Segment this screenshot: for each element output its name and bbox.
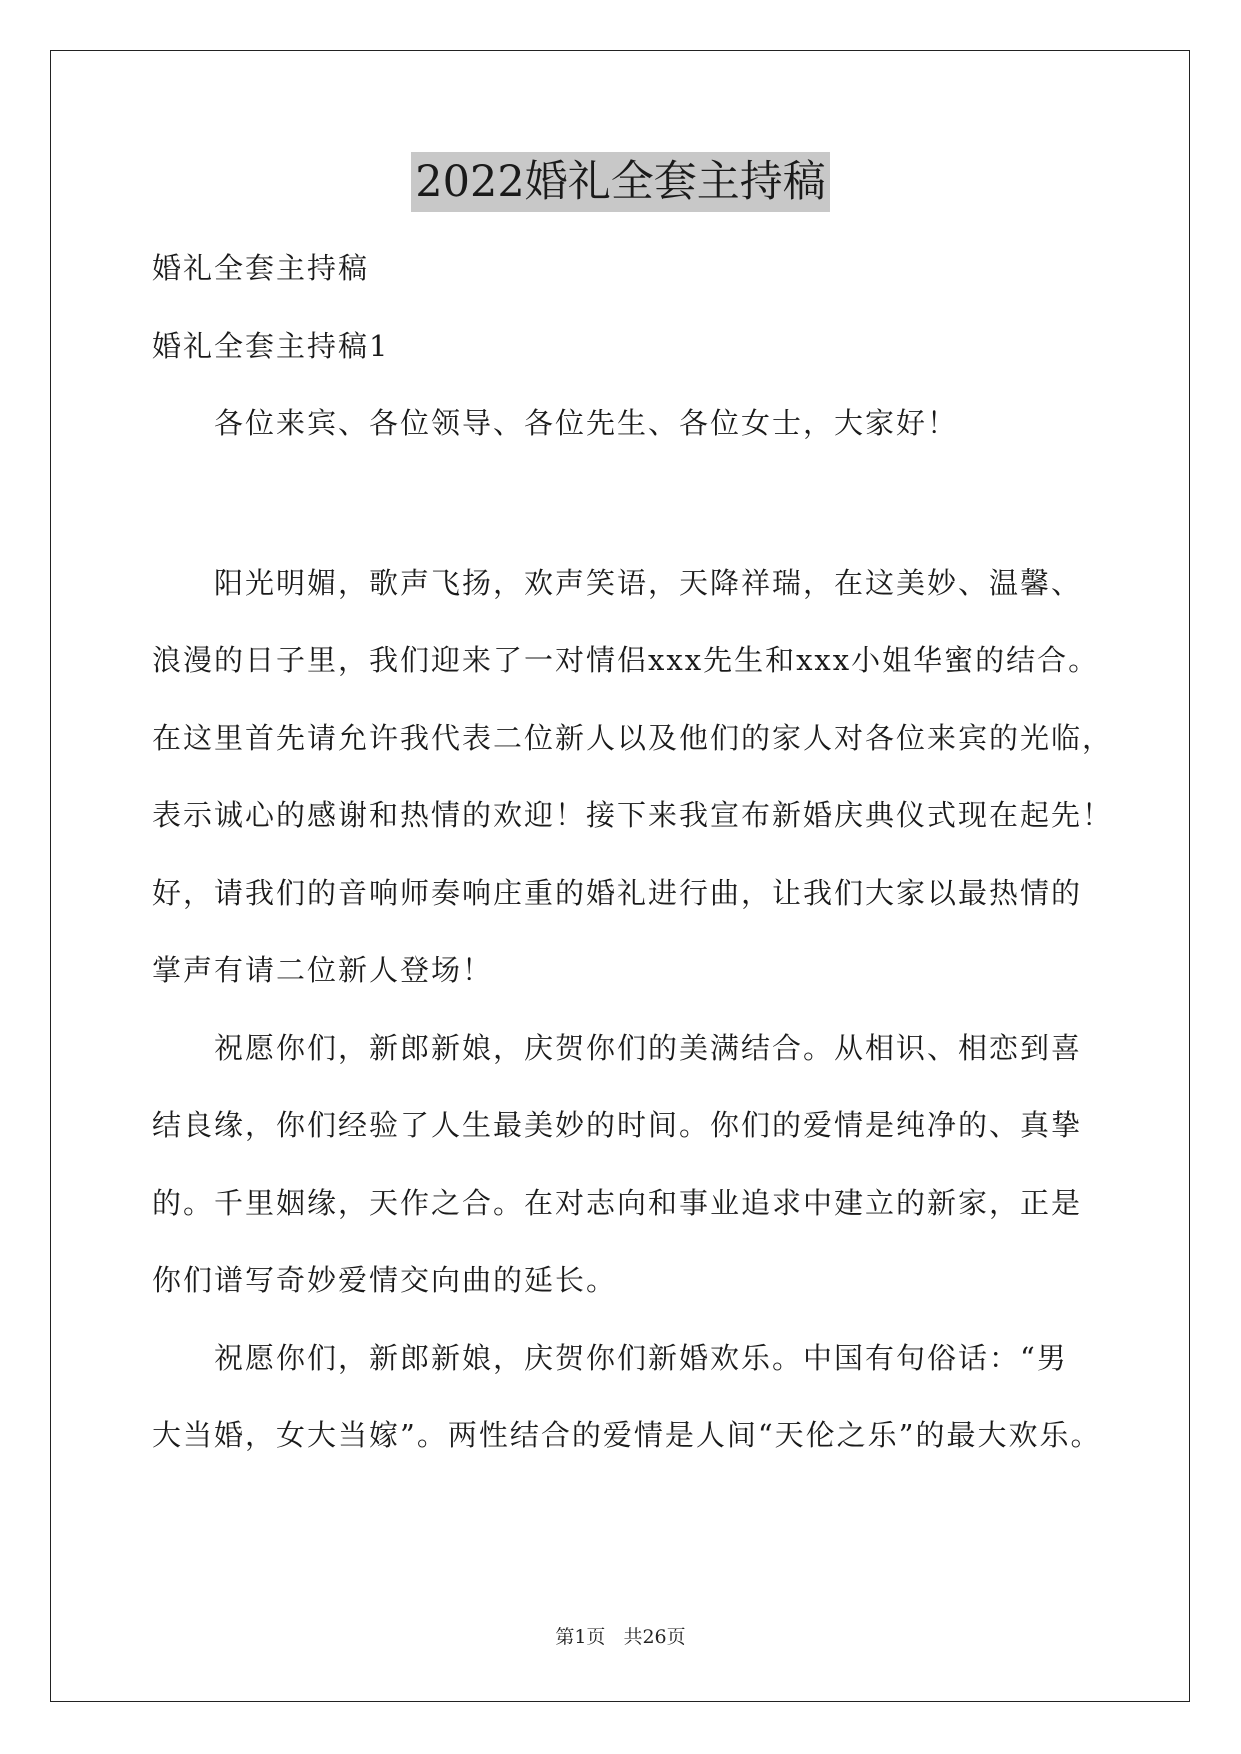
- body-line: 结良缘，你们经验了人生最美妙的时间。你们的爱情是纯净的、真挚: [152, 1108, 1083, 1142]
- page-footer: [0, 1622, 1241, 1649]
- body-line: 各位来宾、各位领导、各位先生、各位女士，大家好！: [214, 406, 959, 440]
- body-line: 掌声有请二位新人登场！: [152, 953, 494, 987]
- body-line: 你们谱写奇妙爱情交向曲的延长。: [152, 1263, 618, 1297]
- body-line: 婚礼全套主持稿: [152, 251, 370, 285]
- body-line: 好，请我们的音响师奏响庄重的婚礼进行曲，让我们大家以最热情的: [152, 875, 1083, 910]
- body-line: 祝愿你们，新郎新娘，庆贺你们的美满结合。从相识、相恋到喜: [214, 1030, 1083, 1065]
- page-total: 共26页: [623, 1626, 686, 1648]
- body-line: 婚礼全套主持稿1: [152, 328, 390, 363]
- body-line: 浪漫的日子里，我们迎来了一对情侣xxx先生和xxx小姐华蜜的结合。: [152, 643, 1100, 677]
- body-line: 阳光明媚，歌声飞扬，欢声笑语，天降祥瑞，在这美妙、温馨、: [214, 565, 1083, 600]
- title-container: [0, 152, 1241, 212]
- blank-line: [152, 463, 1097, 545]
- body-line: 的。千里姻缘，天作之合。在对志向和事业追求中建立的新家，正是: [152, 1185, 1083, 1220]
- document-title: 2022婚礼全套主持稿: [411, 152, 829, 212]
- body-line: 在这里首先请允许我代表二位新人以及他们的家人对各位来宾的光临，: [152, 720, 1114, 755]
- body-line: 表示诚心的感谢和热情的欢迎！接下来我宣布新婚庆典仪式现在起先！: [152, 798, 1114, 832]
- body-line: 大当婚，女大当嫁”。两性结合的爱情是人间“天伦之乐”的最大欢乐。: [152, 1418, 1102, 1452]
- body-line: 祝愿你们，新郎新娘，庆贺你们新婚欢乐。中国有句俗话：“男: [214, 1340, 1068, 1375]
- page-number: 第1页: [555, 1626, 606, 1648]
- document-body: [152, 230, 1114, 1475]
